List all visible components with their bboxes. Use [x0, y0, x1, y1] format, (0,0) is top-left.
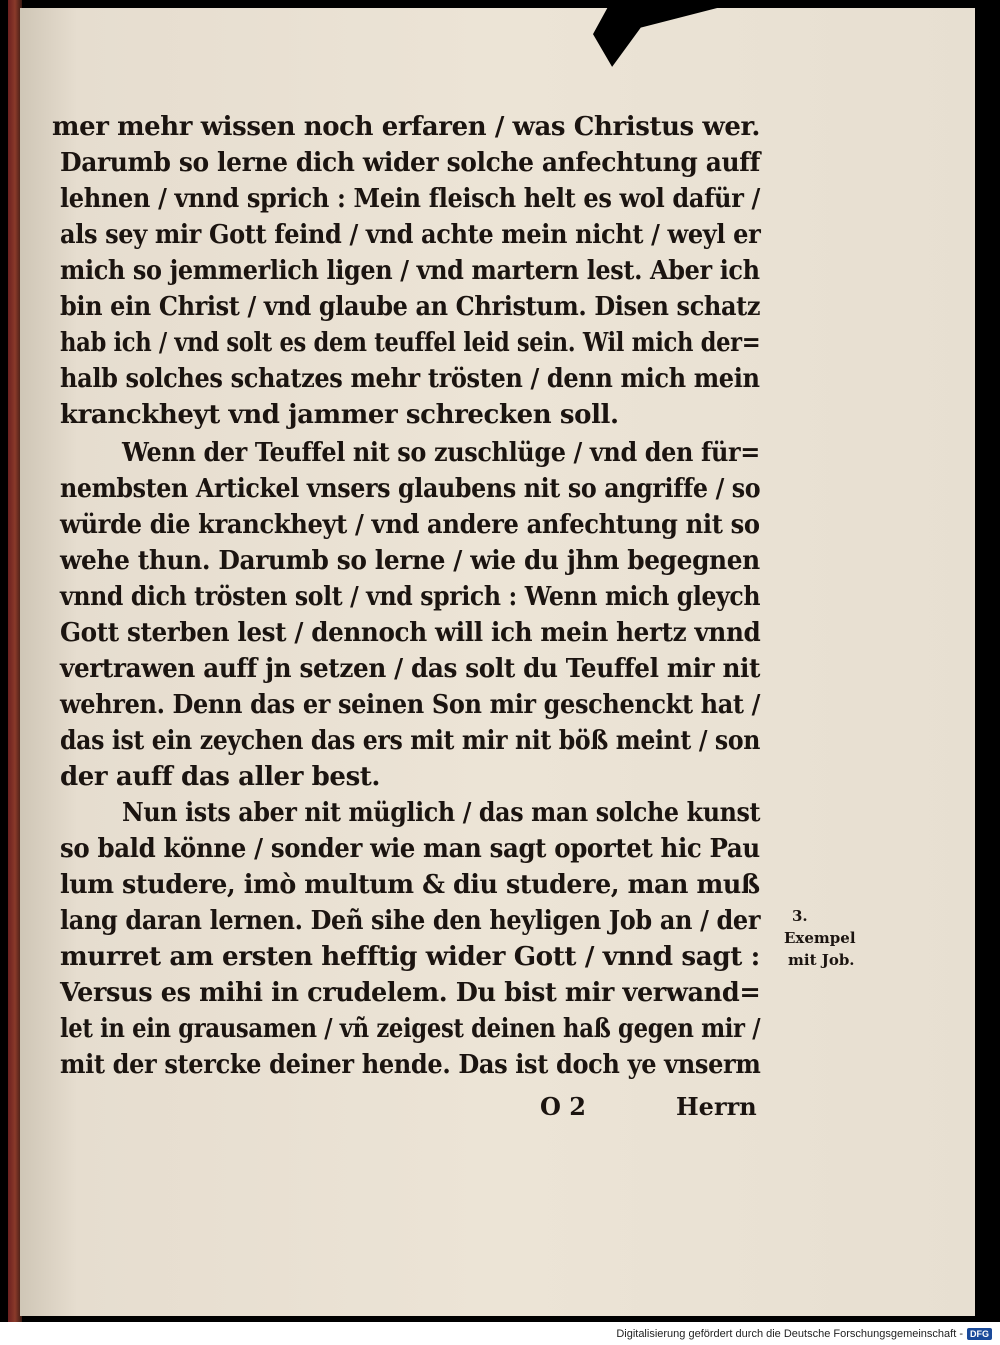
text-line: als sey mir Gott feind / vnd achte mein nicht / weyl er	[60, 220, 761, 250]
text-line: hab ich / vnd solt es dem teuffel leid sein. Wil mich der=	[60, 328, 761, 358]
text-line: kranckheyt vnd jammer schrecken soll.	[60, 400, 619, 430]
text-line: der auff das aller best.	[60, 762, 381, 792]
binding-gutter	[8, 0, 22, 1322]
text-line: bin ein Christ / vnd glaube an Christum. Disen schatz	[60, 292, 761, 322]
catchword: Herrn	[676, 1092, 757, 1121]
text-line: Wenn der Teuffel nit so zuschlüge / vnd den für=	[122, 438, 760, 468]
text-line: let in ein grausamen / vñ zeigest deinen haß gegen mir /	[60, 1014, 761, 1044]
text-line: mer mehr wissen noch erfaren / was Christus wer.	[52, 112, 761, 142]
margin-note-line: mit Job.	[788, 951, 855, 969]
text-line: Gott sterben lest / dennoch will ich mein hertz vnnd	[60, 618, 761, 648]
text-line: lang daran lernen. Deñ sihe den heyligen Job an / der	[60, 906, 761, 936]
text-line: mit der stercke deiner hende. Das ist doch ye vnserm	[60, 1050, 761, 1080]
text-line: halb solches schatzes mehr trösten / denn mich mein	[60, 364, 760, 394]
text-line: murret am ersten hefftig wider Gott / vnnd sagt :	[60, 942, 760, 972]
dfg-logo-icon: DFG	[967, 1328, 992, 1340]
text-line: wehe thun. Darumb so lerne / wie du jhm begegnen	[60, 546, 760, 576]
funding-notice: Digitalisierung gefördert durch die Deutsche Forschungsgemeinschaft -	[616, 1327, 963, 1340]
text-line: vnnd dich trösten solt / vnd sprich : Wenn mich gleych	[60, 582, 761, 612]
text-line: Nun ists aber nit müglich / das man solche kunst	[122, 798, 761, 828]
text-line: nembsten Artickel vnsers glaubens nit so angriffe / so	[60, 474, 761, 504]
text-line: so bald könne / sonder wie man sagt oportet hic Pau	[60, 834, 760, 864]
text-line: das ist ein zeychen das ers mit mir nit böß meint / son	[60, 726, 761, 756]
text-line: wehren. Denn das er seinen Son mir geschenckt hat /	[60, 690, 761, 720]
text-line: vertrawen auff jn setzen / das solt du Teuffel mir nit	[60, 654, 761, 684]
margin-note-number: 3.	[792, 907, 808, 925]
text-line: mich so jemmerlich ligen / vnd martern lest. Aber ich	[60, 256, 760, 286]
text-line: Darumb so lerne dich wider solche anfechtung auff	[60, 148, 760, 178]
footer-bar	[0, 1322, 1000, 1345]
text-line: Versus es mihi in crudelem. Du bist mir verwand=	[60, 978, 761, 1008]
text-line: lum studere, imò multum & diu studere, man muß	[60, 870, 760, 900]
text-line: lehnen / vnnd sprich : Mein fleisch helt es wol dafür /	[60, 184, 760, 214]
signature-mark: O 2	[540, 1092, 586, 1121]
margin-note-line: Exempel	[784, 929, 856, 947]
margin-note	[784, 905, 874, 971]
text-line: würde die kranckheyt / vnd andere anfechtung nit so	[60, 510, 760, 540]
